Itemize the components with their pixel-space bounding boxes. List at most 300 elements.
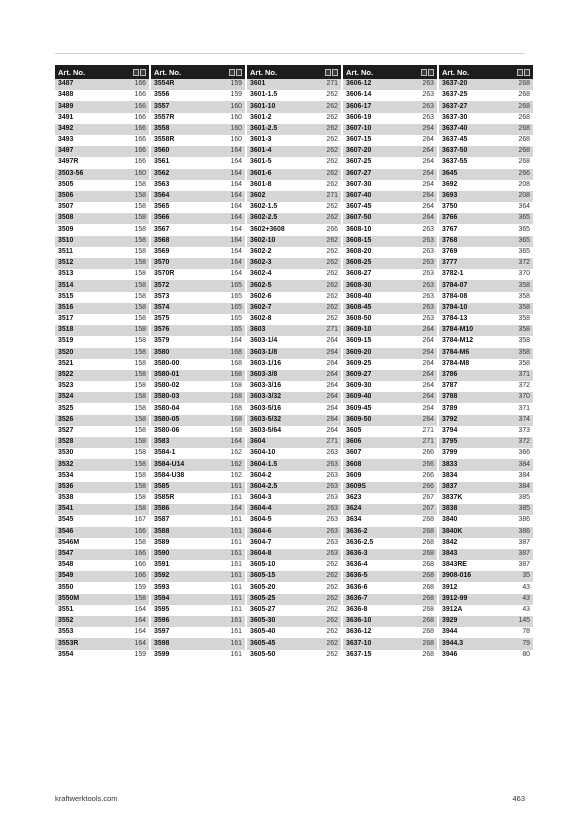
table-row [247,448,341,459]
table-row [439,169,533,180]
page-ref: 160 [230,136,242,144]
article-number: 3605-40 [250,628,276,636]
article-number: 3580 [154,348,170,356]
page-ref: 387 [518,561,530,569]
article-number: 3557R [154,113,175,121]
page-ref: 164 [134,639,146,647]
article-number: 3491 [58,113,74,121]
table-row [55,426,149,437]
table-row [247,527,341,538]
page-ref: 161 [230,527,242,535]
page-ref: 158 [134,270,146,278]
article-number: 3637-20 [442,80,468,88]
page-ref: 160 [230,124,242,132]
article-number: 3574 [154,303,170,311]
page-ref: 386 [518,516,530,524]
page-ref: 162 [230,471,242,479]
article-number: 3784-08 [442,292,468,300]
page-ref: 158 [134,494,146,502]
page-ref: 165 [230,315,242,323]
table-row [439,90,533,101]
article-number: 3607-27 [346,169,372,177]
page-ref: 358 [518,315,530,323]
table-row [439,493,533,504]
table-row [247,292,341,303]
page-ref: 365 [518,236,530,244]
table-row [247,135,341,146]
article-number: 3792 [442,415,458,423]
article-number: 3579 [154,337,170,345]
table-row [247,191,341,202]
table-row [343,359,437,370]
page-ref: 387 [518,550,530,558]
article-number: 3584-1 [154,449,176,457]
article-number: 3557 [154,102,170,110]
article-number: 3592 [154,572,170,580]
table-row [151,247,245,258]
table-row [439,236,533,247]
table-row [55,560,149,571]
table-row [343,549,437,560]
table-row [247,336,341,347]
table-row [247,582,341,593]
article-number: 3585R [154,494,175,502]
page-ref: 164 [230,505,242,513]
table-row [343,135,437,146]
table-row [439,348,533,359]
article-number: 3605-10 [250,561,276,569]
page-ref: 266 [422,449,434,457]
table-row [343,79,437,90]
article-number: 3565 [154,203,170,211]
page-ref: 158 [134,203,146,211]
index-table [55,65,533,661]
page-ref: 158 [134,404,146,412]
index-column [247,65,341,661]
page-ref: 164 [230,259,242,267]
page-ref: 263 [326,449,338,457]
page-ref: 268 [422,561,434,569]
page-ref: 268 [422,639,434,647]
page-ref: 43 [522,583,530,591]
header-label: Art. No. [58,67,86,77]
table-row [55,157,149,168]
article-number: 3784-M10 [442,326,474,334]
page-ref: 80 [522,650,530,658]
page-ref: 35 [522,572,530,580]
article-number: 3912 [442,583,458,591]
article-number: 3837 [442,482,458,490]
table-row [343,348,437,359]
page-ref: 384 [518,471,530,479]
page-ref: 158 [134,415,146,423]
table-row [55,191,149,202]
article-number: 3601-2.5 [250,124,278,132]
article-number: 3570 [154,259,170,267]
article-number: 3929 [442,617,458,625]
page-ref: 158 [134,538,146,546]
article-number: 3603-1/8 [250,348,278,356]
table-row [439,113,533,124]
table-row [439,191,533,202]
table-row [439,146,533,157]
table-row [247,504,341,515]
page-footer [55,794,525,803]
article-number: 3789 [442,404,458,412]
page-ref: 168 [230,426,242,434]
header-label: Art. No. [250,67,278,77]
page-ref: 264 [326,426,338,434]
page-ref: 268 [422,538,434,546]
page-ref: 263 [422,113,434,121]
page-ref: 264 [422,192,434,200]
article-number: 3623 [346,494,362,502]
article-number: 3536 [58,482,74,490]
table-row [343,124,437,135]
page-ref: 167 [134,516,146,524]
article-number: 3636-3 [346,550,368,558]
page-ref: 164 [230,158,242,166]
table-row [55,549,149,560]
column-header [343,65,437,79]
article-number: 3554R [154,80,175,88]
article-number: 3609-50 [346,415,372,423]
article-number: 3507 [58,203,74,211]
page-ref: 385 [518,494,530,502]
table-row [55,415,149,426]
article-number: 3604 [250,438,266,446]
article-number: 3838 [442,505,458,513]
page-ref: 158 [134,315,146,323]
table-row [151,348,245,359]
article-number: 3508 [58,214,74,222]
article-number: 3580-03 [154,393,180,401]
table-row [247,515,341,526]
table-row [343,403,437,414]
article-number: 3833 [442,460,458,468]
table-row [55,202,149,213]
table-row [151,370,245,381]
article-number: 3603-5/16 [250,404,282,412]
article-number: 3609-25 [346,359,372,367]
table-row [151,582,245,593]
article-number: 3545 [58,516,74,524]
page-ref: 160 [134,169,146,177]
table-row [343,560,437,571]
table-row [439,594,533,605]
article-number: 3527 [58,426,74,434]
article-number: 3784-10 [442,303,468,311]
page-ref: 78 [522,628,530,636]
article-number: 3782-1 [442,270,464,278]
table-row [247,605,341,616]
article-number: 3603-5/32 [250,415,282,423]
article-number: 3636-2 [346,527,368,535]
page-ref: 264 [422,326,434,334]
table-row [55,616,149,627]
page-ref: 358 [518,348,530,356]
article-number: 3560 [154,147,170,155]
page-ref: 365 [518,225,530,233]
page-ref: 264 [326,382,338,390]
page-ref: 364 [518,203,530,211]
index-column [439,65,533,661]
table-row [247,146,341,157]
table-row [55,135,149,146]
table-row [247,549,341,560]
table-row [439,135,533,146]
article-number: 3607-30 [346,180,372,188]
page-ref: 268 [422,583,434,591]
page-ref: 161 [230,650,242,658]
article-number: 3602-7 [250,303,272,311]
table-row [247,202,341,213]
table-row [151,527,245,538]
article-number: 3541 [58,505,74,513]
page-ref: 358 [518,281,530,289]
article-number: 3523 [58,382,74,390]
table-row [247,169,341,180]
page-ref: 166 [134,102,146,110]
page-ref: 264 [422,359,434,367]
table-row [343,594,437,605]
article-number: 3607-15 [346,136,372,144]
article-number: 3636-6 [346,583,368,591]
page-ref: 164 [230,147,242,155]
article-number: 3636-12 [346,628,372,636]
table-row [151,90,245,101]
table-row [151,616,245,627]
article-number: 3636-8 [346,605,368,613]
table-row [55,627,149,638]
article-number: 3607-25 [346,158,372,166]
article-number: 3511 [58,247,73,255]
table-row [55,180,149,191]
page-ref: 358 [518,292,530,300]
article-number: 3575 [154,315,170,323]
article-number: 3562 [154,169,170,177]
table-row [439,426,533,437]
table-row [343,482,437,493]
article-number: 3768 [442,236,458,244]
article-number: 3637-10 [346,639,372,647]
table-row [55,258,149,269]
article-number: 3609-20 [346,348,372,356]
table-row [55,638,149,649]
article-number: 3584-U38 [154,471,185,479]
page-ref: 168 [230,371,242,379]
page-ref: 268 [422,527,434,535]
article-number: 3602-2 [250,247,272,255]
table-row [151,538,245,549]
article-number: 3601-6 [250,169,272,177]
page-ref: 158 [134,471,146,479]
table-row [247,403,341,414]
article-number: 3606-14 [346,91,372,99]
page-ref: 271 [326,326,338,334]
article-number: 3576 [154,326,170,334]
article-number: 3601-2 [250,113,272,121]
page-ref: 262 [326,147,338,155]
article-number: 3608-20 [346,247,372,255]
page-ref: 158 [134,303,146,311]
table-row [55,124,149,135]
article-number: 3608-40 [346,292,372,300]
page-ref: 271 [422,438,434,446]
article-number: 3843RE [442,561,467,569]
page-ref: 268 [518,102,530,110]
article-number: 3602-1.5 [250,203,278,211]
article-number: 3551 [58,605,74,613]
table-row [151,415,245,426]
article-number: 3530 [58,449,74,457]
page-ref: 158 [134,505,146,513]
table-row [55,582,149,593]
page-ref: 168 [230,348,242,356]
page-ref: 159 [230,91,242,99]
table-row [439,336,533,347]
article-number: 3489 [58,102,74,110]
table-row [151,191,245,202]
table-row [151,236,245,247]
table-row [151,504,245,515]
article-number: 3553 [58,628,74,636]
page-ref: 43 [522,605,530,613]
article-number: 3561 [154,158,170,166]
table-row [55,594,149,605]
page-ref: 264 [422,169,434,177]
page-ref: 166 [134,136,146,144]
article-number: 3487 [58,80,74,88]
page-ref: 264 [422,371,434,379]
table-row [55,437,149,448]
table-row [151,336,245,347]
table-row [247,258,341,269]
table-row [55,213,149,224]
page-ref: 370 [518,393,530,401]
article-number: 3609S [346,482,366,490]
article-number: 3693 [442,192,458,200]
article-number: 3608-25 [346,259,372,267]
page-ref: 262 [326,303,338,311]
index-column [343,65,437,661]
page-ref: 264 [422,393,434,401]
page-ref: 168 [230,404,242,412]
page-ref: 262 [326,572,338,580]
article-number: 3608-10 [346,225,372,233]
page-ref: 365 [518,214,530,222]
article-number: 3637-55 [442,158,468,166]
article-number: 3519 [58,337,74,345]
page-ref: 161 [230,617,242,625]
article-number: 3608-45 [346,303,372,311]
table-row [343,381,437,392]
page-ref: 166 [134,91,146,99]
page-ref: 262 [326,639,338,647]
table-row [151,437,245,448]
table-row [343,650,437,661]
table-row [439,627,533,638]
page-ref: 164 [230,192,242,200]
table-row [439,538,533,549]
page-ref: 372 [518,438,530,446]
page-book-icon [517,69,530,76]
table-row [343,515,437,526]
article-number: 3509 [58,225,74,233]
article-number: 3601 [250,80,266,88]
table-row [439,280,533,291]
table-row [439,549,533,560]
page-ref: 262 [326,628,338,636]
table-row [55,571,149,582]
article-number: 3518 [58,326,74,334]
page-ref: 263 [422,303,434,311]
article-number: 3840K [442,527,463,535]
table-row [151,594,245,605]
article-number: 3607 [346,449,362,457]
article-number: 3605-20 [250,583,276,591]
page-ref: 271 [422,426,434,434]
table-row [343,224,437,235]
page-ref: 262 [326,561,338,569]
article-number: 3589 [154,538,170,546]
table-row [247,459,341,470]
page-ref: 358 [518,337,530,345]
table-row [439,359,533,370]
page-ref: 264 [422,348,434,356]
article-number: 3604-8 [250,550,272,558]
article-number: 3515 [58,292,74,300]
article-number: 3596 [154,617,170,625]
page-ref: 262 [326,281,338,289]
page-ref: 262 [326,270,338,278]
page-ref: 264 [422,415,434,423]
article-number: 3580-04 [154,404,180,412]
table-row [439,616,533,627]
table-row [247,280,341,291]
article-number: 3912-99 [442,594,468,602]
table-row [55,101,149,112]
table-row [343,202,437,213]
table-row [247,314,341,325]
article-number: 3603-3/8 [250,371,278,379]
table-row [439,314,533,325]
article-number: 3558R [154,136,175,144]
table-row [439,582,533,593]
article-number: 3603-1/16 [250,359,282,367]
article-number: 3637-45 [442,136,468,144]
article-number: 3587 [154,516,170,524]
page-ref: 166 [134,561,146,569]
article-number: 3595 [154,605,170,613]
table-row [55,236,149,247]
article-number: 3602-3 [250,259,272,267]
page-ref: 365 [518,247,530,255]
page-ref: 264 [326,359,338,367]
article-number: 3546M [58,538,80,546]
column-header [247,65,341,79]
page-ref: 263 [422,225,434,233]
table-row [439,381,533,392]
page-ref: 168 [230,359,242,367]
page-ref: 387 [518,538,530,546]
article-number: 3837K [442,494,463,502]
article-number: 3580-01 [154,371,180,379]
article-number: 3602 [250,192,266,200]
page-book-icon [325,69,338,76]
article-number: 3602-2.5 [250,214,278,222]
table-row [343,292,437,303]
